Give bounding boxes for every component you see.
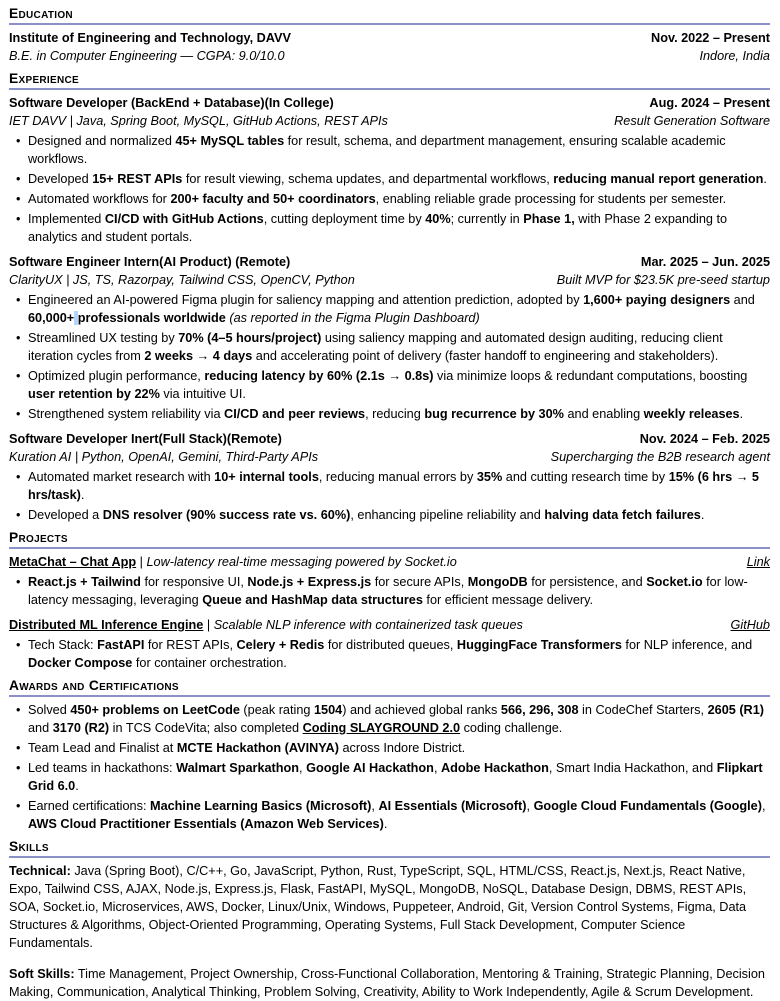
text-run: AI Essentials (Microsoft)	[378, 799, 527, 813]
bullet-item	[9, 210, 770, 246]
text-run: ) and achieved global ranks	[342, 703, 501, 717]
text-run: 450+ problems on LeetCode	[70, 703, 240, 717]
text-run: 45+ MySQL tables	[175, 134, 285, 148]
text-run: across Indore District.	[338, 741, 466, 755]
text-run: (peak rating	[239, 703, 314, 717]
text-run: .	[763, 172, 767, 186]
project-heading-left	[9, 616, 731, 634]
text-run: Machine Learning Basics (Microsoft)	[150, 799, 372, 813]
text-run: for result viewing, schema updates, and departmental workflows,	[182, 172, 554, 186]
text-run: and cutting research time by	[502, 470, 669, 484]
text-run: Automated workflows for	[28, 192, 171, 206]
project-heading-row	[9, 616, 770, 634]
text-run: and	[730, 293, 755, 307]
skills-paragraph	[9, 862, 770, 952]
entry-heading-row	[9, 94, 770, 112]
text-run: and accelerating point of delivery (faster handoff to engineering and stakeholders).	[252, 349, 719, 363]
text-run: AWS Cloud Practitioner Essentials (Amazon Web Services)	[28, 817, 384, 831]
text-run: →	[193, 349, 213, 363]
text-run: Automated market research with	[28, 470, 215, 484]
text-run: via intuitive UI.	[159, 387, 246, 401]
bullet-item	[9, 329, 770, 365]
text-run: Flipkart Grid 6.0	[28, 761, 763, 793]
bullet-item	[9, 291, 770, 327]
bullet-item	[9, 132, 770, 168]
project-external-link[interactable]: Link	[746, 555, 770, 569]
section-title-projects: Projects	[9, 530, 770, 549]
text-run: Google Cloud Fundamentals (Google)	[533, 799, 762, 813]
text-run: 2605 (R1)	[707, 703, 764, 717]
entry	[9, 430, 770, 524]
bullet-item	[9, 573, 770, 609]
text-run: MongoDB	[467, 575, 528, 589]
entry-title: Software Engineer Intern(AI Product) (Remote)	[9, 255, 291, 269]
project-heading-left	[9, 553, 747, 571]
text-run: using saliency mapping and automated design auditing, reducing client iteration cycles from	[28, 331, 723, 363]
text-run: Implemented	[28, 212, 105, 226]
text-run: reducing latency by 60% (2.1s	[204, 369, 389, 383]
bullet-item	[9, 468, 770, 504]
text-run: .	[383, 817, 388, 831]
entry	[9, 701, 770, 833]
text-run: in CodeChef Starters,	[578, 703, 708, 717]
text-run: for efficient message delivery.	[422, 593, 594, 607]
text-run: 4 days	[212, 349, 253, 363]
bullet-item	[9, 636, 770, 672]
text-run: ; currently in	[450, 212, 524, 226]
bullet-item	[9, 367, 770, 403]
text-run: 40%	[425, 212, 451, 226]
text-run: 15+ REST APIs	[92, 172, 183, 186]
project-description: Scalable NLP inference with containerized task queues	[213, 618, 523, 632]
text-run: 0.8s)	[401, 369, 434, 383]
entry	[9, 29, 770, 65]
section-body-awards-certifications	[9, 701, 770, 833]
text-run: user retention by 22%	[28, 387, 160, 401]
text-run: Optimized plugin performance,	[28, 369, 205, 383]
text-run: Walmart Sparkathon	[176, 761, 300, 775]
text-run: ,	[371, 799, 379, 813]
project-title-link[interactable]: Distributed ML Inference Engine	[9, 618, 204, 632]
text-run: in TCS CodeVita; also completed	[109, 721, 303, 735]
text-run: Google AI Hackathon	[306, 761, 434, 775]
entry	[9, 253, 770, 423]
entry	[9, 553, 770, 609]
entry-date: Nov. 2022 – Present	[651, 31, 770, 45]
text-run: weekly releases	[643, 407, 740, 421]
text-run: Solved	[28, 703, 71, 717]
text-run: professionals worldwide	[77, 311, 226, 325]
text-run: 10+ internal tools	[214, 470, 319, 484]
text-run: , reducing	[365, 407, 425, 421]
entry-note: Result Generation Software	[614, 114, 770, 128]
section-title-education: Education	[9, 6, 770, 25]
separator: |	[136, 555, 147, 569]
entry-note: Built MVP for $23.5K pre-seed startup	[556, 273, 770, 287]
bullet-item	[9, 506, 770, 524]
text-run: , reducing manual errors by	[318, 470, 477, 484]
section-title-skills: Skills	[9, 839, 770, 858]
project-external-link[interactable]: GitHub	[730, 618, 770, 632]
text-run: ,	[761, 799, 766, 813]
section-title-awards-certifications: Awards and Certifications	[9, 678, 770, 697]
skills-paragraph	[9, 965, 770, 1001]
text-run: 35%	[476, 470, 503, 484]
text-run: , enhancing pipeline reliability and	[350, 508, 545, 522]
text-run: CI/CD with GitHub Actions	[104, 212, 264, 226]
text-run: React.js + Tailwind	[28, 575, 141, 589]
text-run: , enabling reliable grade processing for students per semester.	[375, 192, 727, 206]
entry-date: Mar. 2025 – Jun. 2025	[640, 255, 770, 269]
project-title-link[interactable]: MetaChat – Chat App	[9, 555, 137, 569]
text-run: ,	[526, 799, 534, 813]
entry-org-and-stack: B.E. in Computer Engineering — CGPA: 9.0/10.0	[9, 49, 285, 63]
bullet-item	[9, 739, 770, 757]
inline-link[interactable]: Coding SLAYGROUND 2.0	[302, 721, 461, 735]
bullet-item	[9, 701, 770, 737]
section-body-education	[9, 29, 770, 65]
bullet-item	[9, 797, 770, 833]
text-run: (as reported in the Figma Plugin Dashboard)	[229, 311, 480, 325]
text-run: 200+ faculty and 50+ coordinators	[170, 192, 376, 206]
section-awards-certifications	[9, 678, 770, 833]
text-run: 1504	[313, 703, 343, 717]
entry-heading-row	[9, 29, 770, 47]
bullet-item	[9, 190, 770, 208]
text-run: for responsive UI,	[140, 575, 248, 589]
text-run: halving data fetch failures	[544, 508, 701, 522]
text-run: Developed	[28, 172, 93, 186]
text-run: .	[700, 508, 705, 522]
entry	[9, 616, 770, 672]
section-title-experience: Experience	[9, 71, 770, 90]
text-run: Designed and normalized	[28, 134, 176, 148]
entry-date: Aug. 2024 – Present	[649, 96, 770, 110]
text-run: 15% (6 hrs	[668, 470, 736, 484]
text-run: for low-latency messaging, leveraging	[28, 575, 748, 607]
text-run: coding challenge.	[460, 721, 563, 735]
text-run: , Smart India Hackathon, and	[548, 761, 717, 775]
entry-title: Software Developer (BackEnd + Database)(In College)	[9, 96, 334, 110]
text-run: HuggingFace Transformers	[456, 638, 622, 652]
text-run: bug recurrence by 30%	[424, 407, 564, 421]
text-run: for container orchestration.	[132, 656, 287, 670]
text-run: Celery + Redis	[236, 638, 325, 652]
text-run: and enabling	[563, 407, 644, 421]
entry-org-and-stack: ClarityUX | JS, TS, Razorpay, Tailwind CSS, OpenCV, Python	[9, 273, 355, 287]
text-run: Adobe Hackathon	[441, 761, 549, 775]
separator: |	[203, 618, 214, 632]
section-projects	[9, 530, 770, 672]
text-run: →	[388, 369, 402, 383]
section-body-skills	[9, 862, 770, 1001]
section-education	[9, 6, 770, 65]
project-description: Low-latency real-time messaging powered by Socket.io	[146, 555, 457, 569]
text-run: via minimize loops & redundant computations, boosting	[433, 369, 748, 383]
text-run: for persistence, and	[527, 575, 647, 589]
text-run: Phase 1,	[523, 212, 575, 226]
text-run: Soft Skills:	[9, 967, 75, 981]
text-run: Developed a	[28, 508, 103, 522]
text-run: Engineered an AI-powered Figma plugin for saliency mapping and attention prediction, adopted by	[28, 293, 584, 307]
bullet-item	[9, 405, 770, 423]
entry-note: Supercharging the B2B research agent	[550, 450, 770, 464]
entry-org-and-stack: Kuration AI | Python, OpenAI, Gemini, Third-Party APIs	[9, 450, 319, 464]
entry-date: Nov. 2024 – Feb. 2025	[639, 432, 770, 446]
entry-title: Software Developer Inert(Full Stack)(Remote)	[9, 432, 282, 446]
text-run: 2 weeks	[144, 349, 194, 363]
section-skills	[9, 839, 770, 1001]
text-run: Streamlined UX testing by	[28, 331, 179, 345]
section-experience	[9, 71, 770, 524]
text-run: with Phase 2 expanding to analytics and student portals.	[28, 212, 728, 244]
text-run: Tech Stack:	[28, 638, 98, 652]
entry-heading-row	[9, 430, 770, 448]
bullet-item	[9, 170, 770, 188]
text-run: Socket.io	[646, 575, 703, 589]
text-run: 70% (4–5 hours/project)	[178, 331, 322, 345]
section-body-projects	[9, 553, 770, 672]
text-run: Strengthened system reliability via	[28, 407, 225, 421]
text-run: .	[75, 779, 79, 793]
entry-org-and-stack: IET DAVV | Java, Spring Boot, MySQL, GitHub Actions, REST APIs	[9, 114, 388, 128]
entry-subheading-row	[9, 112, 770, 130]
text-run: Time Management, Project Ownership, Cross-Functional Collaboration, Mentoring & Training, Strategic Planning, Decision Making, Communication, Analytical Thinking, Problem Solving, Creativity, Ability to Work Independently, Agile & Scrum Development.	[9, 967, 765, 999]
text-run: for secure APIs,	[371, 575, 468, 589]
text-run: DNS resolver (90% success rate vs. 60%)	[102, 508, 351, 522]
text-run: Java (Spring Boot), C/C++, Go, JavaScript, Python, Rust, TypeScript, SQL, HTML/CSS, React.js, Next.js, React Native, Expo, Tailwind CSS, AJAX, Node.js, Express.js, Flask, FastAPI, MySQL, MongoDB, NoSQL, Database Design, DBMS, REST APIs, SOA, Socket.io, Microservices, AWS, Docker, Linux/Unix, Windows, Puppeteer, Android, Git, Version Control Systems, Figma, Data Structures & Algorithms, Object-Oriented Programming, Operating Systems, Full Stack Development, Computer Science Fundamentals.	[9, 864, 747, 950]
text-run: MCTE Hackathon (AVINYA)	[176, 741, 339, 755]
text-run: →	[735, 470, 749, 484]
text-run: 60,000+	[28, 311, 75, 325]
text-run: 5 hrs/task)	[28, 470, 759, 502]
text-run: CI/CD and peer reviews	[224, 407, 366, 421]
text-run: 1,600+ paying designers	[583, 293, 731, 307]
entry-subheading-row	[9, 448, 770, 466]
text-run: ,	[433, 761, 441, 775]
text-run: Team Lead and Finalist at	[28, 741, 177, 755]
text-run: FastAPI	[97, 638, 145, 652]
text-run: .	[739, 407, 744, 421]
text-run: , cutting deployment time by	[263, 212, 426, 226]
entry-note: Indore, India	[699, 49, 770, 63]
entry	[9, 862, 770, 1001]
text-run: 566, 296, 308	[500, 703, 579, 717]
text-run: ,	[299, 761, 307, 775]
text-run: Earned certifications:	[28, 799, 150, 813]
entry-subheading-row	[9, 47, 770, 65]
text-run: Led teams in hackathons:	[28, 761, 177, 775]
text-run: Technical:	[9, 864, 71, 878]
text-run: 3170 (R2)	[52, 721, 110, 735]
text-run: Docker Compose	[28, 656, 133, 670]
project-heading-row	[9, 553, 770, 571]
entry	[9, 94, 770, 246]
text-run: for distributed queues,	[324, 638, 457, 652]
text-run: Queue and HashMap data structures	[202, 593, 423, 607]
text-run: and	[28, 721, 53, 735]
text-run: for REST APIs,	[144, 638, 237, 652]
entry-heading-row	[9, 253, 770, 271]
section-body-experience	[9, 94, 770, 524]
text-run: for NLP inference, and	[621, 638, 753, 652]
text-run: for result, schema, and department management, ensuring scalable academic workflows.	[28, 134, 726, 166]
text-run: .	[80, 488, 85, 502]
entry-subheading-row	[9, 271, 770, 289]
text-run: Node.js + Express.js	[247, 575, 372, 589]
text-run: reducing manual report generation	[553, 172, 764, 186]
bullet-item	[9, 759, 770, 795]
entry-title: Institute of Engineering and Technology, DAVV	[9, 31, 291, 45]
